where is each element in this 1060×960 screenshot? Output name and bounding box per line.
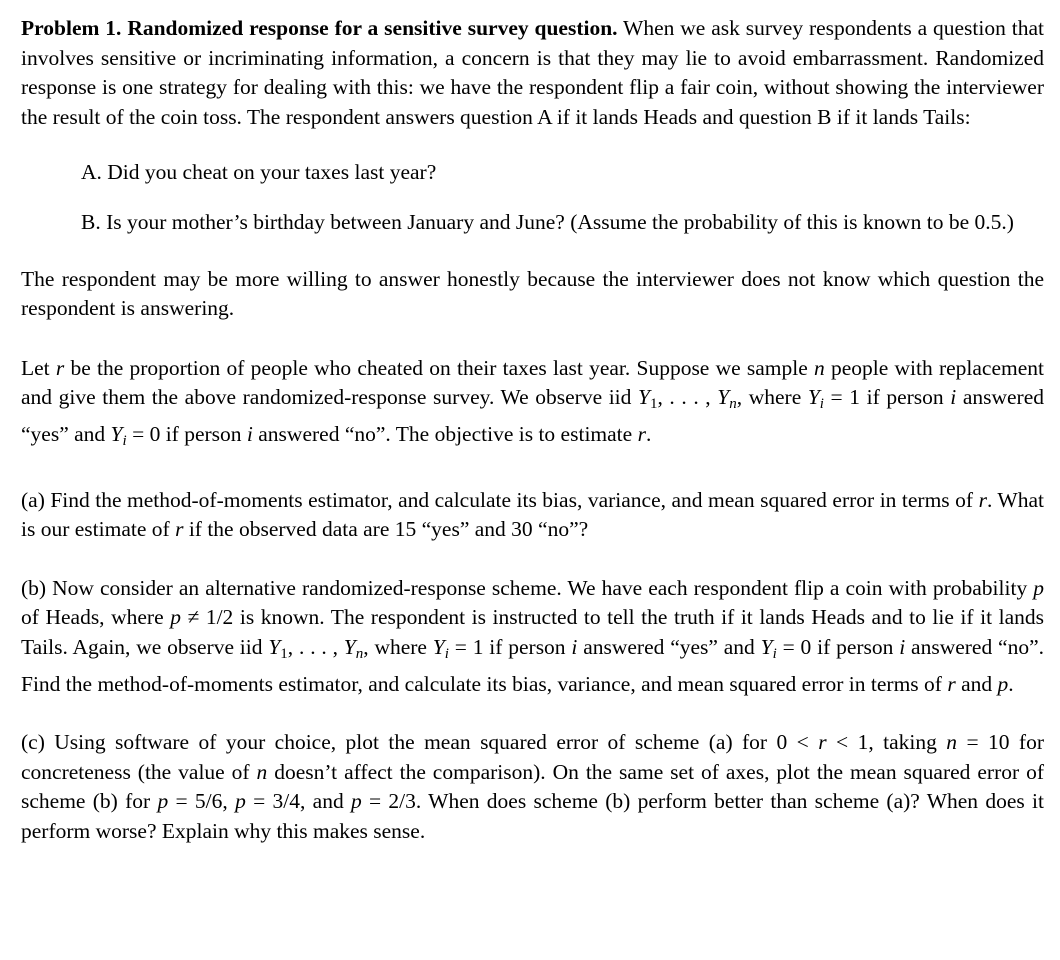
part-b: (b) Now consider an alternative randomized-response scheme. We have each respondent flip a coin with probability p of Heads, where p ≠ 1/2 is known. The respondent is instructed to tell the truth if it lands Heads and to lie if it lands Tails. Again, we observe iid $Y_1$, . . . , $Y_n$, where $Y_i = 1$ if person i answered “yes” and $Y_i = 0$ if person i answered “no”. Find the method-of-moments estimator, and calculate its bias, variance, and mean squared error in terms of r and p. [21,575,1045,696]
problem-title: Problem 1. Randomized response for a sensitive survey question. [21,16,618,40]
intro-text: When we ask survey respondents a question that involves sensitive or incriminating information, a concern is that they may lie to avoid embarrassment. Randomized response is one strategy for dealing with this: we have the respondent flip a fair coin, without showing the interviewer the result of the coin toss. The respondent answers question A if it lands Heads and question B if it lands Tails: [21,16,1044,129]
part-a: (a) Find the method-of-moments estimator, and calculate its bias, variance, and mean squared error in terms of r. What is our estimate of r if the observed data are 15 “yes” and 30 “no”? [21,487,1044,542]
part-c: (c) Using software of your choice, plot the mean squared error of scheme (a) for 0 < r < 1, taking n = 10 for concreteness (the value of n doesn’t affect the comparison). On the same set of axes, plot the mean squared error of scheme (b) for p = 5/6, p = 3/4, and p = 2/3. When does scheme (b) perform better than scheme (a)? When does it perform worse? Explain why this makes sense. [21,730,1044,843]
setup-paragraph: Let r be the proportion of people who cheated on their taxes last year. Suppose we sample n people with replacement and give them the above randomized-response survey. We observe iid $Y_1$, . . . , $Y_n$, where $Y_i = 1$ if person i answered “yes” and $Y_i = 0$ if person i answered “no”. The objective is to estimate r. [21,355,1045,449]
problem-intro [21,14,1044,132]
question-b: B. Is your mother’s birthday between January and June? (Assume the probability of this is known to be 0.5.) [81,209,1014,234]
question-a: A. Did you cheat on your taxes last year? [81,160,437,185]
honesty-note: The respondent may be more willing to answer honestly because the interviewer does not know which question the respondent is answering. [21,266,1044,321]
question-list [81,158,1044,237]
